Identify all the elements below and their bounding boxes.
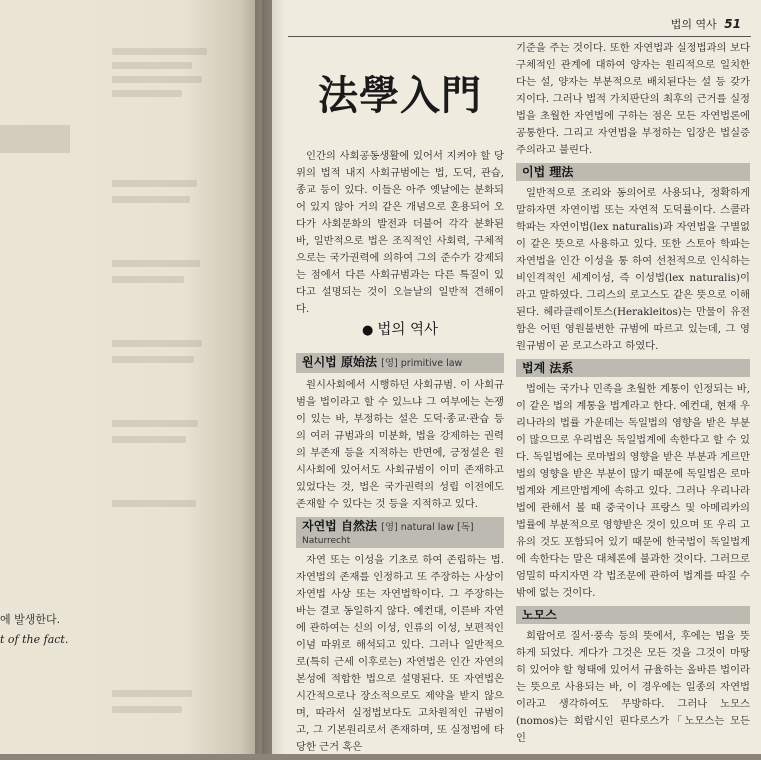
bleed-through-text [112,260,200,267]
running-head [671,16,741,32]
entry-term-note: [영] natural law [독] [381,522,474,533]
left-page-text-korean: 에 발생한다. [0,613,61,626]
entry-heading-primitive-law [296,353,504,373]
entry-heading-reason [516,163,750,181]
entry-term-note-german: Naturrecht [302,536,351,546]
entry-body-nomos: 희랍어로 질서·풍속 등의 뜻에서, 후에는 법을 뜻하게 되었다. 게다가 그것은 모든 것을 그것이 마땅히 있어야 할 형태에 있어서 규율하는 올바른 법이라는 뜻으로 사용되는 바, 이 경우에는 일종의 자연법이라고 생각하여도 무방하다. 그러나 노모스(nomos)는 희랍시인 핀다로스가「노모스는 모든 인 [516,630,750,744]
entry-body-natural-law: 자연 또는 이성을 기초로 하여 존립하는 법. 자연법의 존재를 인정하고 또 주장하는 사상이 자연법 사상 또는 자연법학이다. 그 주장하는 바는 결코 동일하지 않다. 예컨대, 이른바 자연에 관하여는 신의 이성, 인류의 이성, 보편적인 이념 따위로 해석되고 있다. 그러나 일반적으로(특히 근세 이후로는) 자연법은 인간 자연의 본성에 적합한 법으로 설명된다. 또 자연법은 시간적으로나 장소적으로도 제약을 받지 않으며, 따라서 실정법보다도 고차원적인 규범이고, 그 기본원리로서 존재하며, 또 실정법에 타당한 근거 혹은 [296,554,504,753]
bleed-through-text [112,436,186,443]
entry-body-reason: 일반적으로 조리와 동의어로 사용되나, 정확하게 말하자면 자연이법 또는 자연적 도덕률이다. 스콜라 학파는 자연이법(lex naturalis)과 자연법을 구별없이 같은 뜻으로 사용하고 있다. 또한 스토아 학파는 자연법을 인간 이성을 통 하여 선천적으로 인식하는 비인격적인 세계이성, 즉 이성법(lex naturalis)이라고 말하였다. 그리스의 로고스도 같은 뜻으로 이해된다. 헤라클레이토스(Herakleitos)는 만물이 유전함은 어떤 영원불변한 규범에 따르고 있는데, 그 영원규범이 곧 로고스라고 하였다. [516,187,750,352]
bleed-through-text [112,76,202,83]
entry-term: 자연법 自然法 [302,519,377,533]
entry-term: 이법 理法 [522,165,574,179]
entry-body-legal-family: 법에는 국가나 민족을 초월한 계통이 인정되는 바, 이 같은 법의 계통을 법계라고 한다. 예컨대, 현재 우리나라의 법률 가운데는 독일법의 영향을 받은 부분이 많으므로 우리법은 독일법계에 속한다고 할 수 있다. 독일법에는 로마법의 영향을 받은 부분과 게르만법의 영향을 받은 부분이 많기 때문에 독일법은 로마법계와 게르만법계에 속하고 있다. 그러나 우리나라법에 관해서 볼 때 중국이나 프랑스 및 아메리카의 법률에 부분적으로 영향받은 것이 있으며 또 우리 고유의 것도 포함되어 있기 때문에 한국법이 독일법계에 속한다는 말은 대체론에 불과한 것이다. 그러므로 엄밀히 따지자면 각 법조문에 관하여 법계를 따질 수 밖에 없는 것이다. [516,383,750,599]
entry-term: 노모스 [522,608,557,622]
entry-heading-legal-family [516,359,750,377]
bleed-through-text [112,500,196,507]
intro-paragraph: 인간의 사회공동생활에 있어서 지켜야 할 당위의 법적 내지 사회규범에는 법, 도덕, 관습, 종교 등이 있다. 이들은 아주 옛날에는 분화되어 있지 않아 거의 같은 개념으로 혼용되어 오다가 사회문화의 발전과 더불어 각각 분화된 바, 일반적으로 법은 조직적인 사회력, 구체적으로는 국가권력에 의하여 그의 준수가 강제되는 점에서 다른 사회규범과는 다른 특질이 있다고 설명되는 것이 오늘날의 일반적 견해이다. [296,150,504,315]
book-gutter-shadow [255,0,285,754]
entry-heading-nomos [516,606,750,624]
left-page-text-english: t of the fact. [0,633,69,646]
header-rule [288,36,751,37]
entry-term: 법계 法系 [522,361,574,375]
bleed-through-text [112,48,207,55]
entry-term-note: [영] primitive law [381,358,463,369]
bleed-through-text [112,276,184,283]
bleed-through-text [112,690,192,697]
section-title-text: 법의 역사 [377,322,438,338]
page-number: 51 [724,17,741,31]
entry-body-natural-law-continued: 기준을 주는 것이다. 또한 자연법과 실정법과의 보다 구체적인 관계에 대하여 양자는 원리적으로 일치한다는 설, 양자는 부분적으로 배치된다는 설 등 갖가지이다. 그러나 법적 가치판단의 최후의 근거를 실정법을 초월한 자연법에 구하는 점은 모든 자연법론에 공통한다. 그리고 자연법을 부정하는 입장은 법실증주의라고 불린다. [516,42,750,156]
bleed-through-text [112,196,190,203]
book-title: 法學入門 [318,72,482,119]
bleed-through-text [112,340,202,347]
bleed-through-text [112,420,198,427]
bleed-through-heading [0,125,70,153]
bleed-through-text [112,180,197,187]
left-page [0,0,262,754]
section-title [296,322,504,339]
column-right [516,40,750,751]
entry-term: 원시법 原始法 [302,355,377,369]
running-head-title: 법의 역사 [670,18,717,31]
column-left [296,40,504,760]
entry-heading-natural-law [296,517,504,548]
bleed-through-text [112,356,194,363]
bleed-through-text [112,62,192,69]
bullet-icon: ● [362,323,374,338]
bleed-through-text [112,90,182,97]
bleed-through-text [112,706,182,713]
right-page [272,0,761,754]
entry-body-primitive-law: 원시사회에서 시행하던 사회규범. 이 사회규범을 법이라고 할 수 있느냐 그 여부에는 논쟁이 있는 바, 부정하는 설은 도덕·종교·관습 등의 여러 규범과의 미분화, 법을 강제하는 권력의 부존재 등을 지적하는 반면에, 긍정설은 원시사회에 있어서도 사회규범이 이미 존재하고 있었다는 것, 법은 국가권력의 성립 이전에도 존재할 수 있다는 것 등을 지적하고 있다. [296,379,504,510]
